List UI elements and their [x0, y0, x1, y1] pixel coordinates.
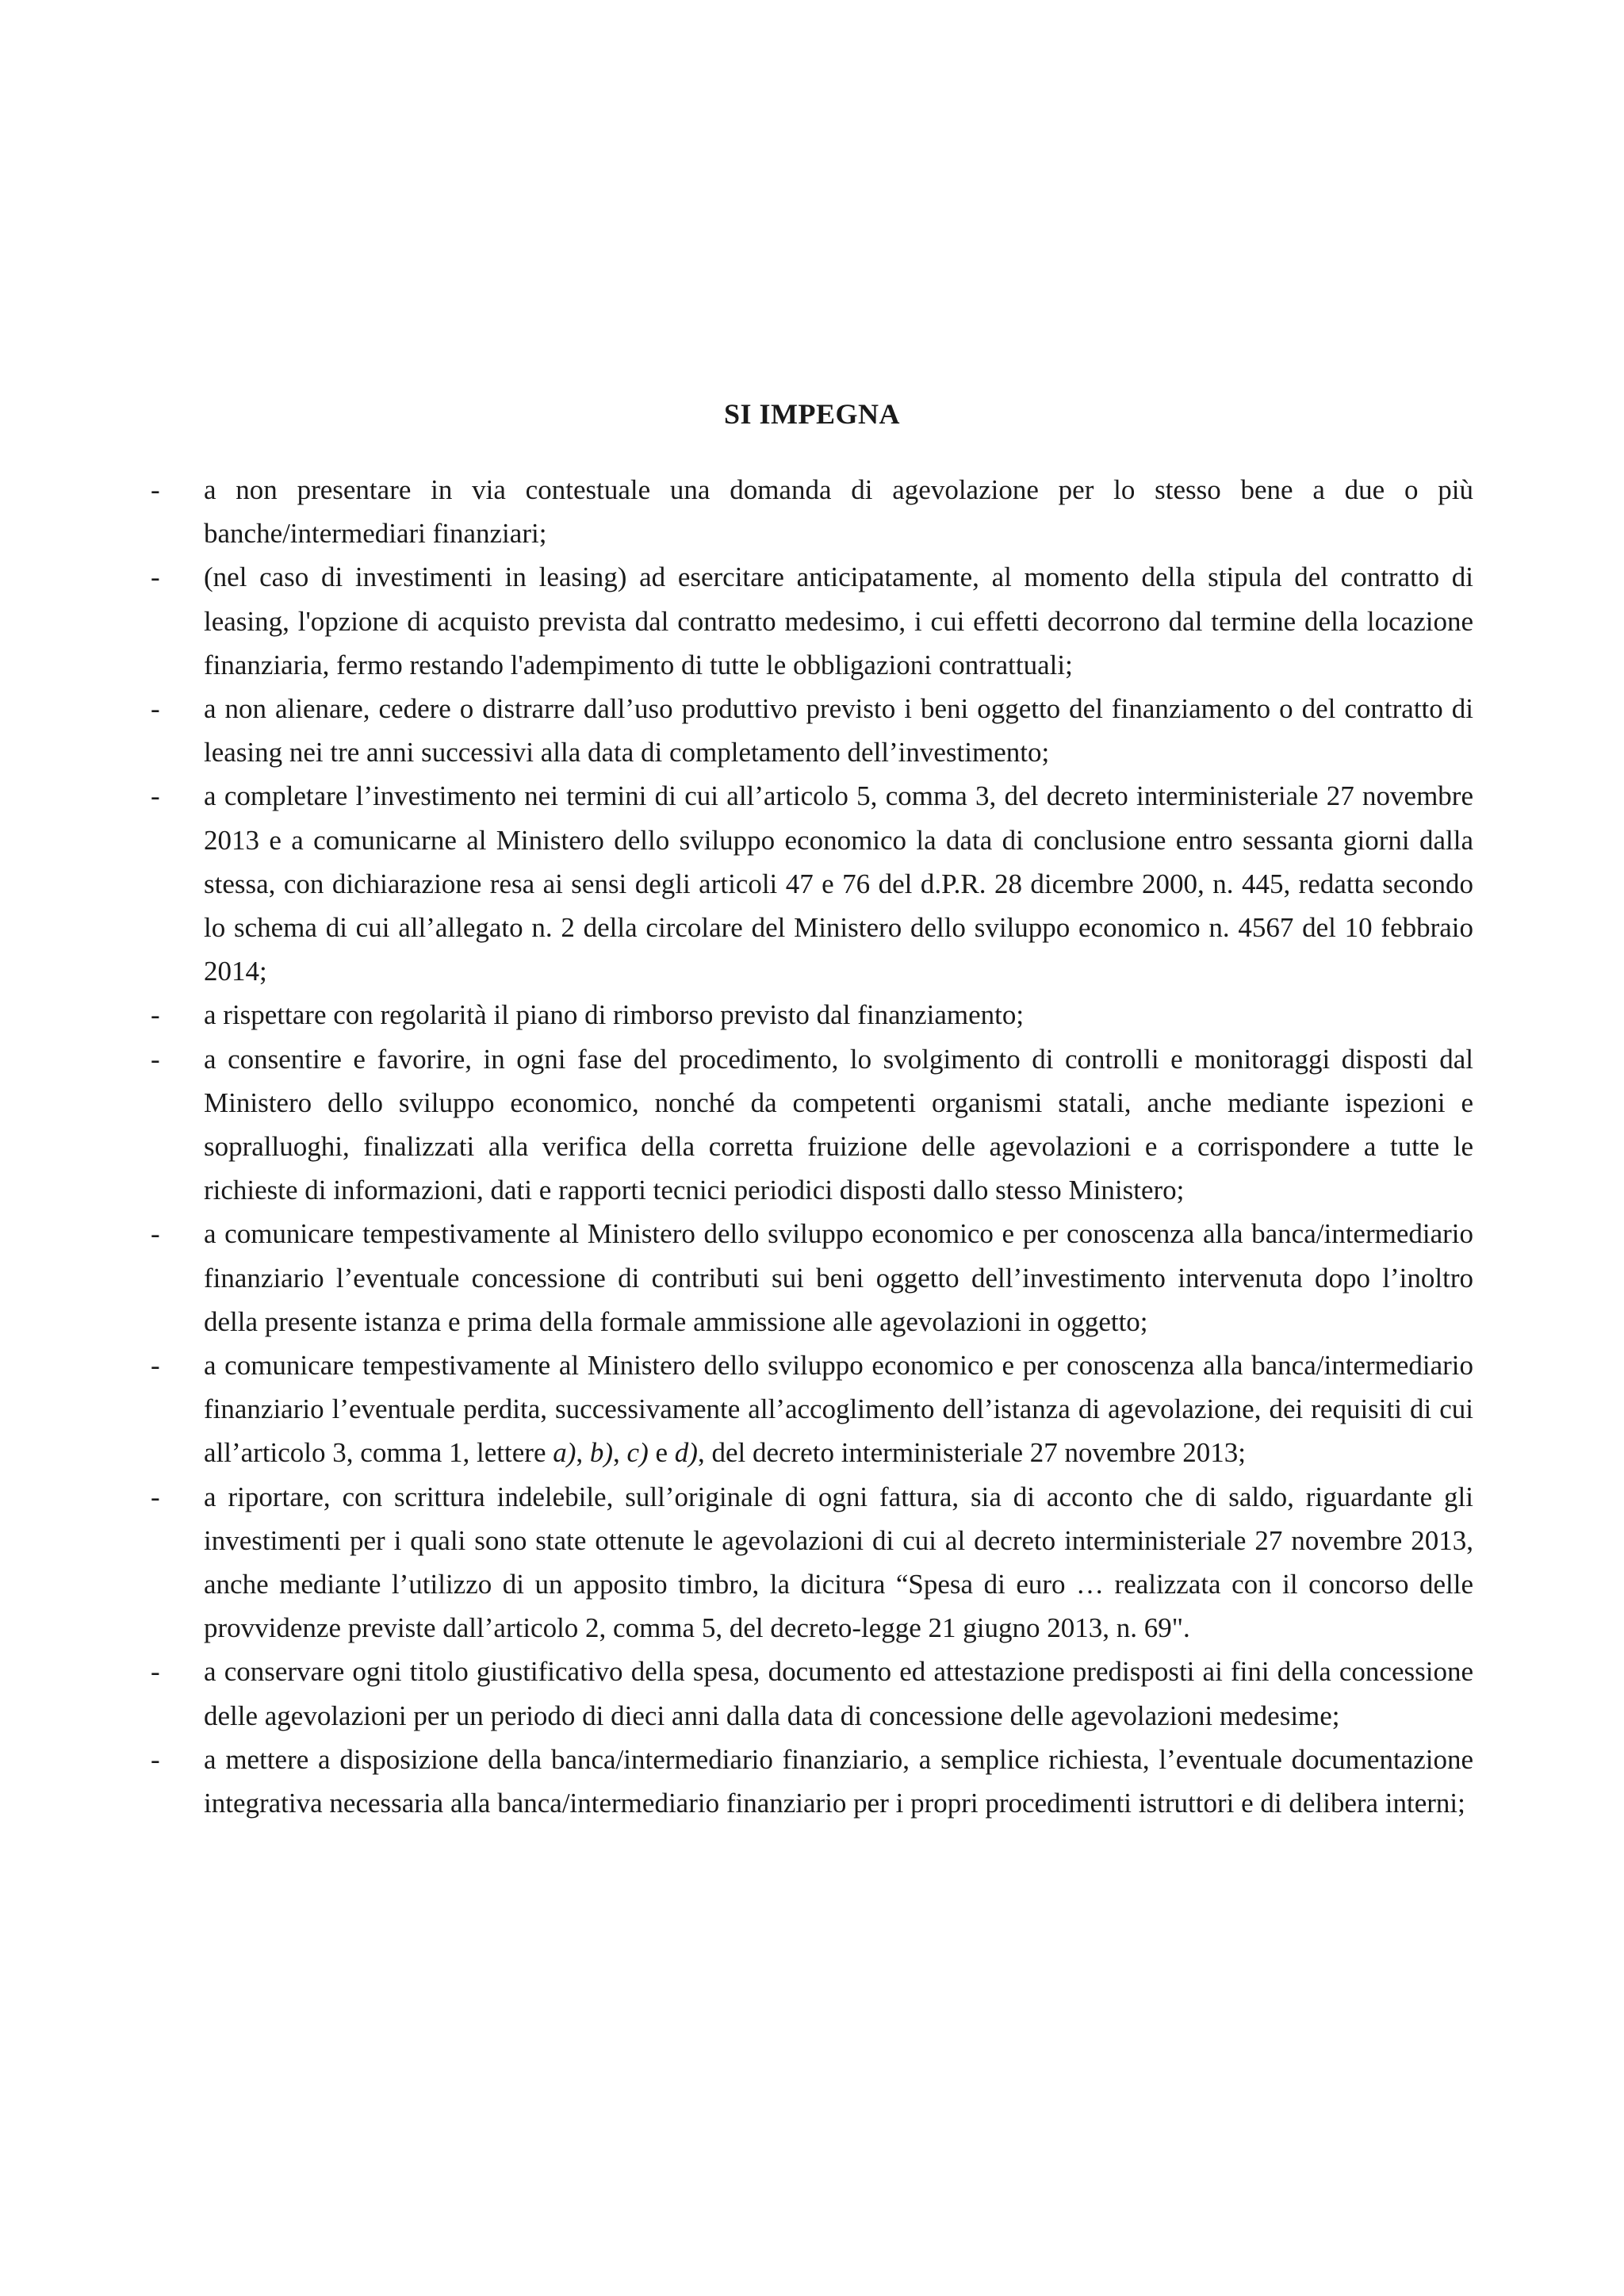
commitment-text — [204, 562, 1473, 680]
commitment-text-segment: a rispettare con regolarità il piano di rimborso previsto dal finanziamento; — [204, 999, 1025, 1031]
bullet-dash: - — [151, 562, 160, 593]
commitment-item — [151, 1738, 1473, 1825]
commitment-text-segment: a non presentare in via contestuale una domanda di agevolazione per lo stesso bene a due o più banche/intermediari finanziari; — [204, 474, 1473, 550]
commitment-text-italic-segment: a) — [553, 1437, 576, 1469]
commitment-text-italic-segment: c) — [626, 1437, 649, 1469]
commitment-item — [151, 774, 1473, 993]
commitment-text-segment: a comunicare tempestivamente al Ministero dello sviluppo economico e per conoscenza alla banca/intermediario finanziario l’eventuale concessione di contributi sui beni oggetto dell’investimento intervenuta dopo l’inoltro della presente istanza e prima della formale ammissione alle agevolazioni in oggetto; — [204, 1218, 1473, 1337]
bullet-dash: - — [151, 780, 160, 812]
bullet-dash: - — [151, 1218, 160, 1250]
commitment-text-segment: (nel caso di investimenti in leasing) ad esercitare anticipatamente, al momento della stipula del contratto di leasing, l'opzione di acquisto prevista dal contratto medesimo, i cui effetti decorrono dal termine della locazione finanziaria, fermo restando l'adempimento di tutte le obbligazioni contrattuali; — [204, 562, 1473, 680]
commitment-text — [204, 780, 1473, 987]
commitment-text-segment: a comunicare tempestivamente al Ministero dello sviluppo economico e per conoscenza alla banca/intermediario finanziario l’eventuale perdita, successivamente all’accoglimento dell’istanza di agevolazione, dei requisiti di cui all’articolo 3, comma 1, lettere — [204, 1350, 1473, 1469]
commitment-text — [204, 1044, 1473, 1206]
bullet-dash: - — [151, 1481, 160, 1512]
commitment-item — [151, 468, 1473, 555]
commitment-text-segment: e — [648, 1437, 675, 1469]
bullet-dash: - — [151, 693, 160, 725]
commitments-list — [151, 468, 1473, 1825]
commitment-text-italic-segment: d) — [674, 1437, 698, 1469]
bullet-dash: - — [151, 474, 160, 505]
bullet-dash: - — [151, 1656, 160, 1688]
commitment-item — [151, 993, 1473, 1037]
commitment-item — [151, 1212, 1473, 1343]
commitment-text — [204, 693, 1473, 768]
commitment-text — [204, 474, 1473, 549]
commitment-item — [151, 1475, 1473, 1650]
commitment-text-segment: a mettere a disposizione della banca/intermediario finanziario, a semplice richiesta, l’eventuale documentazione integrativa necessaria alla banca/intermediario finanziario per i propri procedimenti istruttori e di delibera interni; — [204, 1743, 1473, 1819]
bullet-dash: - — [151, 1743, 160, 1775]
commitment-item — [151, 555, 1473, 687]
commitment-text — [204, 1350, 1473, 1468]
commitment-text-segment: a completare l’investimento nei termini di cui all’articolo 5, comma 3, del decreto interministeriale 27 novembre 2013 e a comunicarne al Ministero dello sviluppo economico la data di conclusione entro sessanta giorni dalla stessa, con dichiarazione resa ai sensi degli articoli 47 e 76 del d.P.R. 28 dicembre 2000, n. 445, redatta secondo lo schema di cui all’allegato n. 2 della circolare del Ministero dello sviluppo economico n. 4567 del 10 febbraio 2014; — [204, 780, 1473, 987]
bullet-dash: - — [151, 1043, 160, 1075]
commitment-item — [151, 1037, 1473, 1213]
commitment-text — [204, 1218, 1473, 1336]
commitment-text — [204, 999, 1024, 1030]
commitment-text-segment: a riportare, con scrittura indelebile, sull’originale di ogni fattura, sia di acconto che di saldo, riguardante gli investimenti per i quali sono state ottenute le agevolazioni di cui al decreto interministeriale 27 novembre 2013, anche mediante l’utilizzo di un apposito timbro, la dicitura “Spesa di euro … realizzata con il concorso delle provvidenze previste dall’articolo 2, comma 5, del decreto-legge 21 giugno 2013, n. 69". — [204, 1481, 1473, 1644]
commitment-text-segment: , — [613, 1437, 627, 1469]
bullet-dash: - — [151, 999, 160, 1031]
commitment-text-segment: a consentire e favorire, in ogni fase del procedimento, lo svolgimento di controlli e monitoraggi disposti dal Ministero dello sviluppo economico, nonché da competenti organismi statali, anche mediante ispezioni e sopralluoghi, finalizzati alla verifica della corretta fruizione delle agevolazioni e a corrispondere a tutte le richieste di informazioni, dati e rapporti tecnici periodici disposti dallo stesso Ministero; — [204, 1043, 1473, 1206]
commitment-text — [204, 1481, 1473, 1644]
commitment-text-segment: , — [576, 1437, 590, 1469]
commitment-text — [204, 1744, 1473, 1819]
commitment-text — [204, 1656, 1473, 1731]
commitment-item — [151, 1650, 1473, 1737]
commitment-text-segment: a conservare ogni titolo giustificativo della spesa, documento ed attestazione predisposti ai fini della concessione delle agevolazioni per un periodo di dieci anni dalla data di concessione delle agevolazioni medesime; — [204, 1656, 1473, 1731]
commitment-item — [151, 687, 1473, 774]
commitment-text-italic-segment: b) — [589, 1437, 614, 1469]
page-title: SI IMPEGNA — [723, 398, 901, 430]
bullet-dash: - — [151, 1350, 160, 1382]
commitment-text-segment: a non alienare, cedere o distrarre dall’uso produttivo previsto i beni oggetto del finanziamento o del contratto di leasing nei tre anni successivi alla data di completamento dell’investimento; — [204, 693, 1473, 769]
commitment-text-segment: , del decreto interministeriale 27 novembre 2013; — [697, 1437, 1246, 1469]
commitment-item — [151, 1343, 1473, 1475]
